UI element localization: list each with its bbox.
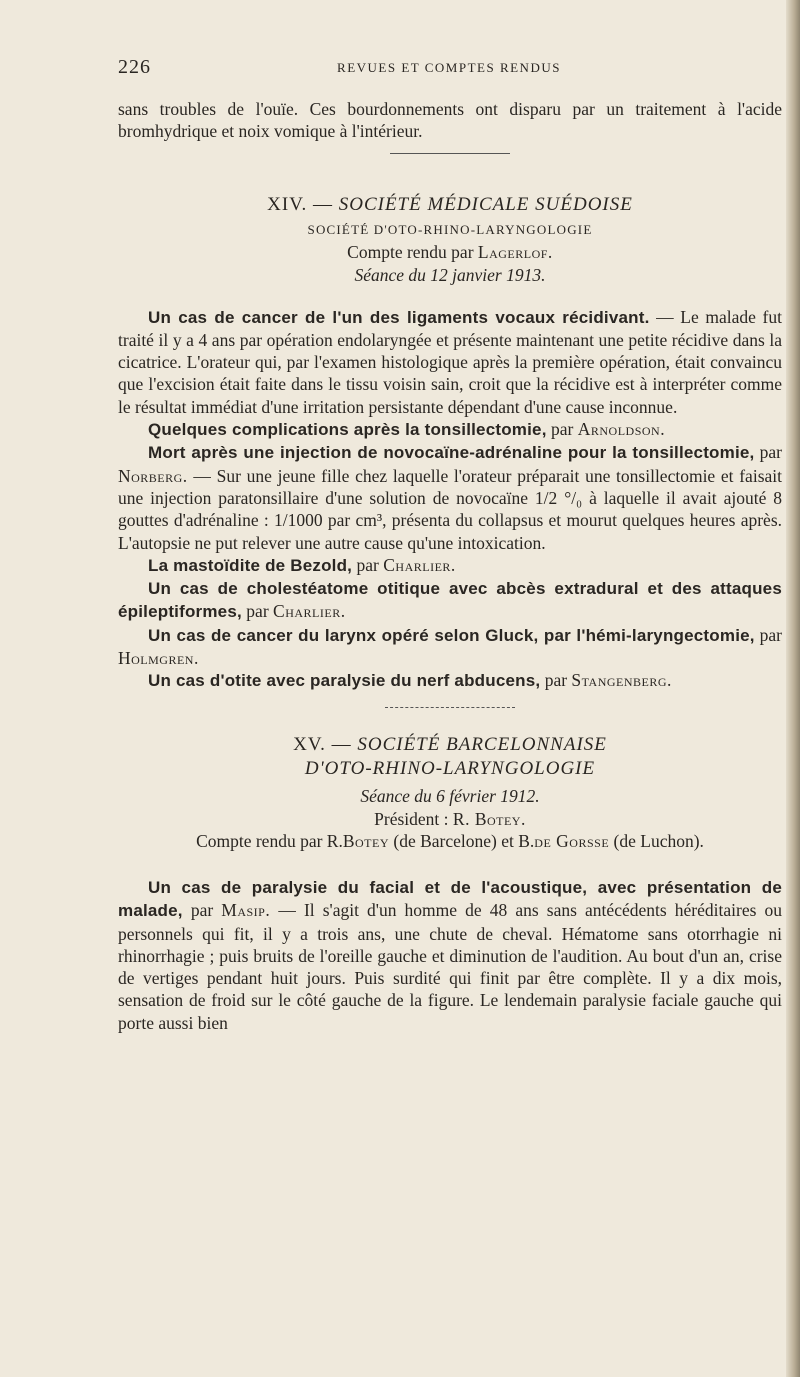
item-by: par <box>546 419 578 440</box>
page-number: 226 <box>118 56 151 78</box>
item-by: par <box>754 442 782 463</box>
item-by: par <box>352 554 384 575</box>
section-xiv-subtitle: SOCIÉTÉ D'OTO-RHINO-LARYNGOLOGIE <box>307 221 593 237</box>
report-mid: (de Barcelone) et B. <box>389 830 535 851</box>
report-author: Lagerlof. <box>477 241 553 262</box>
item-author: Masip. <box>221 900 271 921</box>
separator-rule <box>390 153 510 154</box>
item-mort-injection <box>118 441 782 553</box>
item-title: Quelques complications après la tonsillectomie, <box>148 420 547 440</box>
item-text: — Il s'agit d'un homme de 48 ans sans antécédents héréditaires ou personnels qui fit, il y a trois ans, une chute de cheval. Hématome sans otorrhagie ni rhinorrhagie ; puis bruits de l'oreille gauche et diminution de l'audition. Au bout d'un an, crise de vertiges pendant huit jours. Puis surdité qui finit par être complète. Il y a dix mois, sensation de froid sur le côté gauche de la figure. Le lendemain paralysie faciale gauche qui porte aussi bien <box>118 900 782 1033</box>
section-xiv-report <box>118 242 782 263</box>
item-author: Norberg. <box>118 465 188 486</box>
section-xv <box>118 734 782 1034</box>
item-otite-abducens <box>118 669 782 692</box>
item-by: par <box>754 624 782 645</box>
section-xiv-seance: Séance du 12 janvier 1913. <box>354 264 546 285</box>
item-title: Un cas de paralysie du facial et de l'acoustique, avec présentation de malade, <box>118 877 782 921</box>
section-xiv-name: SOCIÉTÉ MÉDICALE SUÉDOISE <box>338 193 633 215</box>
report-prefix: Compte rendu par R. <box>196 830 343 851</box>
item-by: par <box>182 900 222 921</box>
item-text: — Le malade fut traité il y a 4 ans par opération endolaryngée et présente maintenant une petite récidive dans la cicatrice. L'orateur qui, par l'examen histologique après la première opération, était convaincu que l'excision était faite dans le tissu voisin sain, croit que la récidive est à interpréter comme le résultat immédiat d'une irritation persistante dépendant d'une cause inconnue. <box>118 306 782 417</box>
section-xv-number: XV. — <box>293 733 352 755</box>
item-tonsillectomie-complications <box>118 418 782 441</box>
president-prefix: Président : <box>374 808 449 829</box>
item-author: Charlier. <box>383 554 456 575</box>
section-xiv-items <box>118 306 782 693</box>
section-xiv-number: XIV. — <box>267 193 333 215</box>
item-cancer-larynx <box>118 624 782 670</box>
item-by: par <box>540 670 572 691</box>
item-title: Un cas d'otite avec paralysie du nerf abducens, <box>148 671 541 691</box>
running-title: REVUES ET COMPTES RENDUS <box>337 60 561 75</box>
section-xv-seance: Séance du 6 février 1912. <box>360 785 540 806</box>
section-xv-title <box>118 734 782 756</box>
item-title: Un cas de cancer de l'un des ligaments vocaux récidivant. <box>148 307 650 327</box>
item-title: Mort après une injection de novocaïne-adrénaline pour la tonsillectomie, <box>148 443 755 463</box>
section-xiv-title <box>118 194 782 216</box>
section-xv-title-line2 <box>118 758 782 780</box>
separator-rule <box>385 707 515 708</box>
president-name: R. Botey. <box>452 808 526 829</box>
item-author: Arnoldson. <box>577 419 666 440</box>
item-text: — Sur une jeune fille chez laquelle l'orateur préparait une tonsillectomie et faisait une injection paratonsillaire d'une solution de novocaïne 1/2 °/₀ à laquelle il avait ajouté 8 gouttes d'adrénaline : 1/1000 par cm³, présenta du collapsus et mourut quelques heures après. L'autopsie ne put relever une autre cause qu'une intoxication. <box>118 465 782 553</box>
report-author-2: de Gorsse <box>534 830 610 851</box>
item-author: Charlier. <box>273 601 346 622</box>
section-xv-report <box>118 830 782 852</box>
item-mastoidite-bezold <box>118 554 782 577</box>
item-author: Holmgren. <box>118 648 199 669</box>
item-by: par <box>241 601 274 622</box>
page-header <box>118 56 780 82</box>
report-author-1: Botey <box>342 830 390 851</box>
section-xv-name-2: D'OTO-RHINO-LARYNGOLOGIE <box>304 757 596 779</box>
item-cancer-ligaments <box>118 306 782 418</box>
section-xv-name: SOCIÉTÉ BARCELONNAISE <box>357 733 607 755</box>
item-title: Un cas de cancer du larynx opéré selon Gluck, par l'hémi-laryngectomie, <box>148 625 755 645</box>
report-prefix: Compte rendu par <box>347 241 474 262</box>
page-edge-shadow <box>786 0 800 1377</box>
section-xv-president <box>118 809 782 830</box>
item-title: Un cas de cholestéatome otitique avec abcès extradural et des attaques épileptiformes, <box>118 579 782 622</box>
item-paralysie-facial <box>118 876 782 1034</box>
item-author: Stangenberg. <box>571 670 672 691</box>
section-xiv <box>118 194 782 693</box>
text-column <box>118 98 782 1034</box>
report-suffix: (de Luchon). <box>609 830 704 851</box>
item-title: La mastoïdite de Bezold, <box>148 555 353 575</box>
item-cholesteatome <box>118 577 782 624</box>
intro-paragraph: sans troubles de l'ouïe. Ces bourdonnements ont disparu par un traitement à l'acide bromhydrique et noix vomique à l'intérieur. <box>118 99 782 142</box>
